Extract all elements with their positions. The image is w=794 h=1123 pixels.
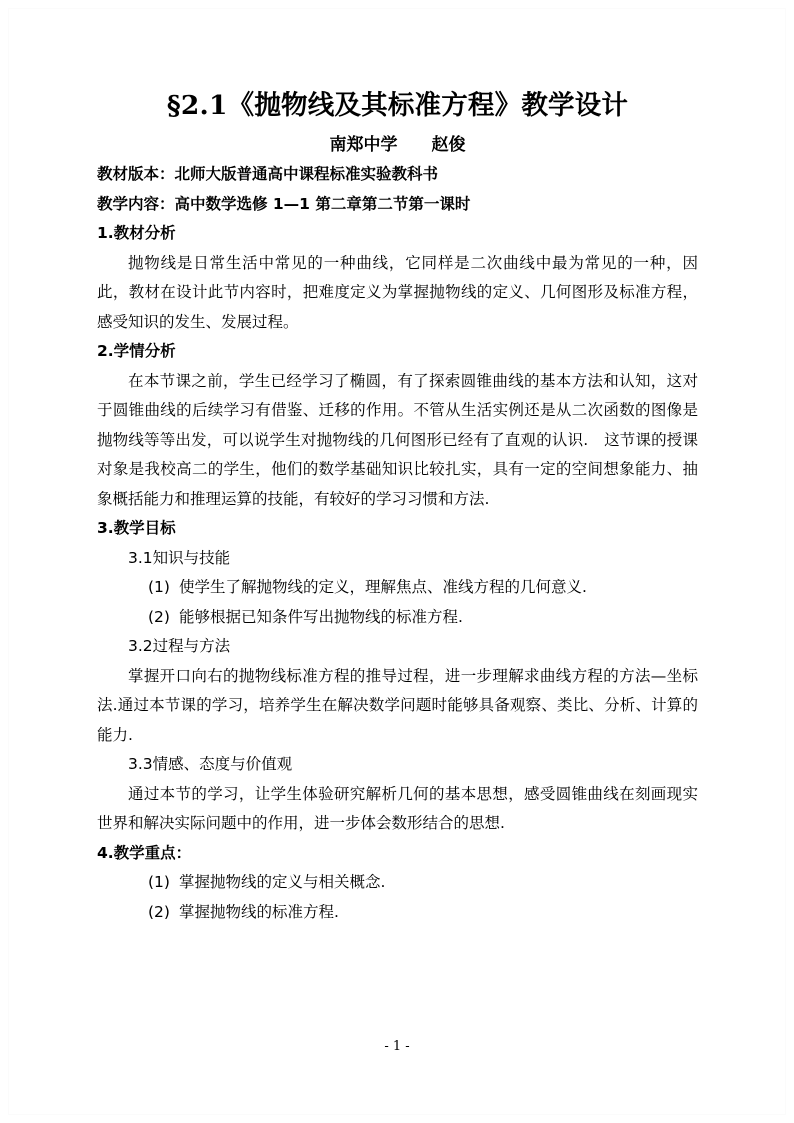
list-text: 使学生了解抛物线的定义，理解焦点、准线方程的几何意义. (179, 578, 587, 596)
list-item (97, 603, 698, 633)
list-item (97, 573, 698, 603)
section-heading-4: 4.教学重点： (97, 843, 192, 862)
list-text: 掌握抛物线的标准方程. (179, 902, 339, 921)
document-content (97, 86, 698, 927)
subsection-heading-3-2: 3.2过程与方法 (128, 637, 231, 655)
document-subtitle: 南郑中学 赵俊 (329, 135, 466, 155)
list-marker: (1) (148, 578, 170, 596)
section-heading-3: 3.教学目标 (97, 519, 176, 537)
meta-teaching-content: 教学内容：高中数学选修 1—1 第二章第二节第一课时 (97, 194, 471, 213)
subsection-heading-3-1: 3.1知识与技能 (128, 548, 231, 567)
section-2-paragraph-1: 在本节课之前，学生已经学习了椭圆，有了探索圆锥曲线的基本方法和认知，这对于圆锥曲线的后续学习有借鉴、迁移的作用。不管从生活实例还是从二次函数的图像是抛物线等等出发，可以说学生对抛物线的几何图形已经有了直观的认识. 这节课的授课对象是我校高二的学生，他们的数学基础知识比较扎实，具有一定的空间想象能力、抽象概括能力和推理运算的技能，有较好的学习习惯和方法. (97, 371, 698, 508)
page-number: - 1 - (384, 1039, 410, 1054)
section-heading-1: 1.教材分析 (97, 224, 176, 242)
list-marker: (2) (148, 607, 170, 626)
list-marker: (2) (148, 902, 170, 921)
list-marker: (1) (148, 873, 170, 891)
subsection-heading-3-3: 3.3情感、态度与价值观 (128, 755, 293, 773)
meta-textbook-version: 教材版本：北师大版普通高中课程标准实验教科书 (97, 165, 439, 183)
list-item (97, 898, 698, 928)
list-item (97, 868, 698, 898)
subsection-3-2-paragraph: 掌握开口向右的抛物线标准方程的推导过程，进一步理解求曲线方程的方法—坐标法.通过本节课的学习，培养学生在解决数学问题时能够具备观察、类比、分析、计算的能力. (97, 666, 698, 744)
list-text: 能够根据已知条件写出抛物线的标准方程. (179, 607, 463, 626)
list-text: 掌握抛物线的定义与相关概念. (179, 873, 386, 891)
subsection-3-3-paragraph: 通过本节的学习，让学生体验研究解析几何的基本思想，感受圆锥曲线在刻画现实世界和解决实际问题中的作用，进一步体会数形结合的思想. (97, 784, 698, 832)
section-heading-2: 2.学情分析 (97, 342, 176, 360)
section-1-paragraph-1: 抛物线是日常生活中常见的一种曲线，它同样是二次曲线中最为常见的一种，因此，教材在设计此节内容时，把难度定义为掌握抛物线的定义、几何图形及标准方程，感受知识的发生、发展过程。 (97, 253, 698, 331)
document-title: §2.1《抛物线及其标准方程》教学设计 (166, 90, 629, 121)
